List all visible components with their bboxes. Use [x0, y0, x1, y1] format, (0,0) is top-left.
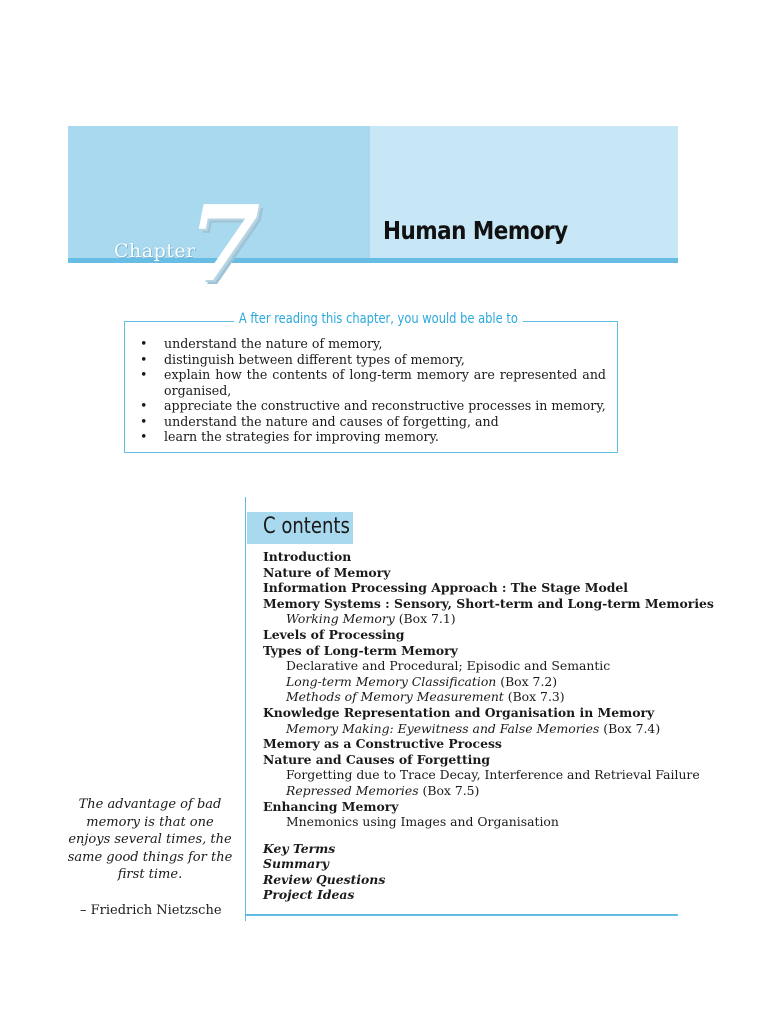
toc-box-title: Long-term Memory Classification: [286, 673, 497, 689]
toc-box-ref: (Box 7.4): [599, 720, 661, 736]
objective-item: • appreciate the constructive and reconstructive processes in memory,: [140, 398, 606, 414]
toc-entry-review-questions[interactable]: Review Questions: [263, 871, 386, 887]
toc-entry-info-processing[interactable]: Information Processing Approach : The Stage Model: [263, 580, 629, 596]
toc-entry-memory-systems[interactable]: Memory Systems : Sensory, Short-term and Long-term Memories: [263, 595, 714, 611]
objectives-list: [140, 336, 606, 445]
toc-entry-project-ideas[interactable]: Project Ideas: [263, 887, 355, 903]
toc-entry-mnemonics[interactable]: Mnemonics using Images and Organisation: [286, 814, 559, 830]
chapter-label: Chapter: [114, 240, 196, 262]
toc-entry-ltm-classification[interactable]: [263, 674, 683, 690]
toc-box-ref: (Box 7.5): [418, 782, 480, 798]
contents-bottom-rule: [246, 914, 678, 916]
toc-box-title: Methods of Memory Measurement: [286, 689, 504, 705]
toc-box-title: Working Memory: [286, 611, 395, 627]
toc-entry-key-terms[interactable]: Key Terms: [263, 840, 336, 856]
toc-entry-working-memory[interactable]: [263, 611, 683, 627]
objective-item: • understand the nature and causes of forgetting, and: [140, 414, 606, 430]
toc-entry-knowledge[interactable]: Knowledge Representation and Organisation in Memory: [263, 704, 655, 720]
toc-box-ref: (Box 7.2): [496, 673, 558, 689]
toc-entry-memory-making[interactable]: [263, 721, 683, 737]
chapter-number: 7: [188, 182, 261, 305]
toc-box-ref: (Box 7.1): [394, 611, 456, 627]
toc-entry-methods[interactable]: [263, 689, 683, 705]
toc-entry-constructive[interactable]: Memory as a Constructive Process: [263, 736, 502, 752]
toc-entry-forgetting[interactable]: Nature and Causes of Forgetting: [263, 751, 491, 767]
objective-item: • explain how the contents of long-term memory are represented and organised,: [140, 367, 606, 398]
toc-entry-introduction[interactable]: Introduction: [263, 549, 352, 564]
toc-box-title: Repressed Memories: [286, 782, 419, 798]
objective-item: • understand the nature of memory,: [140, 336, 606, 352]
toc-spacer: [263, 830, 683, 841]
objective-item: • distinguish between different types of memory,: [140, 352, 606, 368]
toc-entry-declarative[interactable]: Declarative and Procedural; Episodic and Semantic: [286, 658, 611, 674]
contents-divider: [245, 497, 246, 921]
epigraph-author: – Friedrich Nietzsche: [80, 903, 222, 918]
objective-item: • learn the strategies for improving memory.: [140, 429, 606, 445]
toc-entry-types-ltm[interactable]: Types of Long-term Memory: [263, 642, 458, 658]
toc-entry-summary[interactable]: Summary: [263, 856, 329, 872]
objectives-heading: A fter reading this chapter, you would be able to: [234, 311, 523, 327]
toc-entry-forgetting-due[interactable]: Forgetting due to Trace Decay, Interference and Retrieval Failure: [286, 767, 700, 783]
contents-heading: C ontents: [263, 514, 350, 539]
chapter-title: Human Memory: [383, 216, 568, 245]
toc-box-ref: (Box 7.3): [503, 689, 565, 705]
toc-entry-enhancing[interactable]: Enhancing Memory: [263, 798, 399, 814]
epigraph-quote: The advantage of bad memory is that one enjoys several times, the same good things for the first time.: [67, 797, 233, 883]
toc-entry-repressed[interactable]: [263, 783, 683, 799]
toc-entry-nature[interactable]: Nature of Memory: [263, 564, 391, 580]
table-of-contents: [263, 549, 714, 903]
toc-box-title: Memory Making: Eyewitness and False Memories: [286, 720, 600, 736]
toc-entry-levels[interactable]: Levels of Processing: [263, 626, 405, 642]
